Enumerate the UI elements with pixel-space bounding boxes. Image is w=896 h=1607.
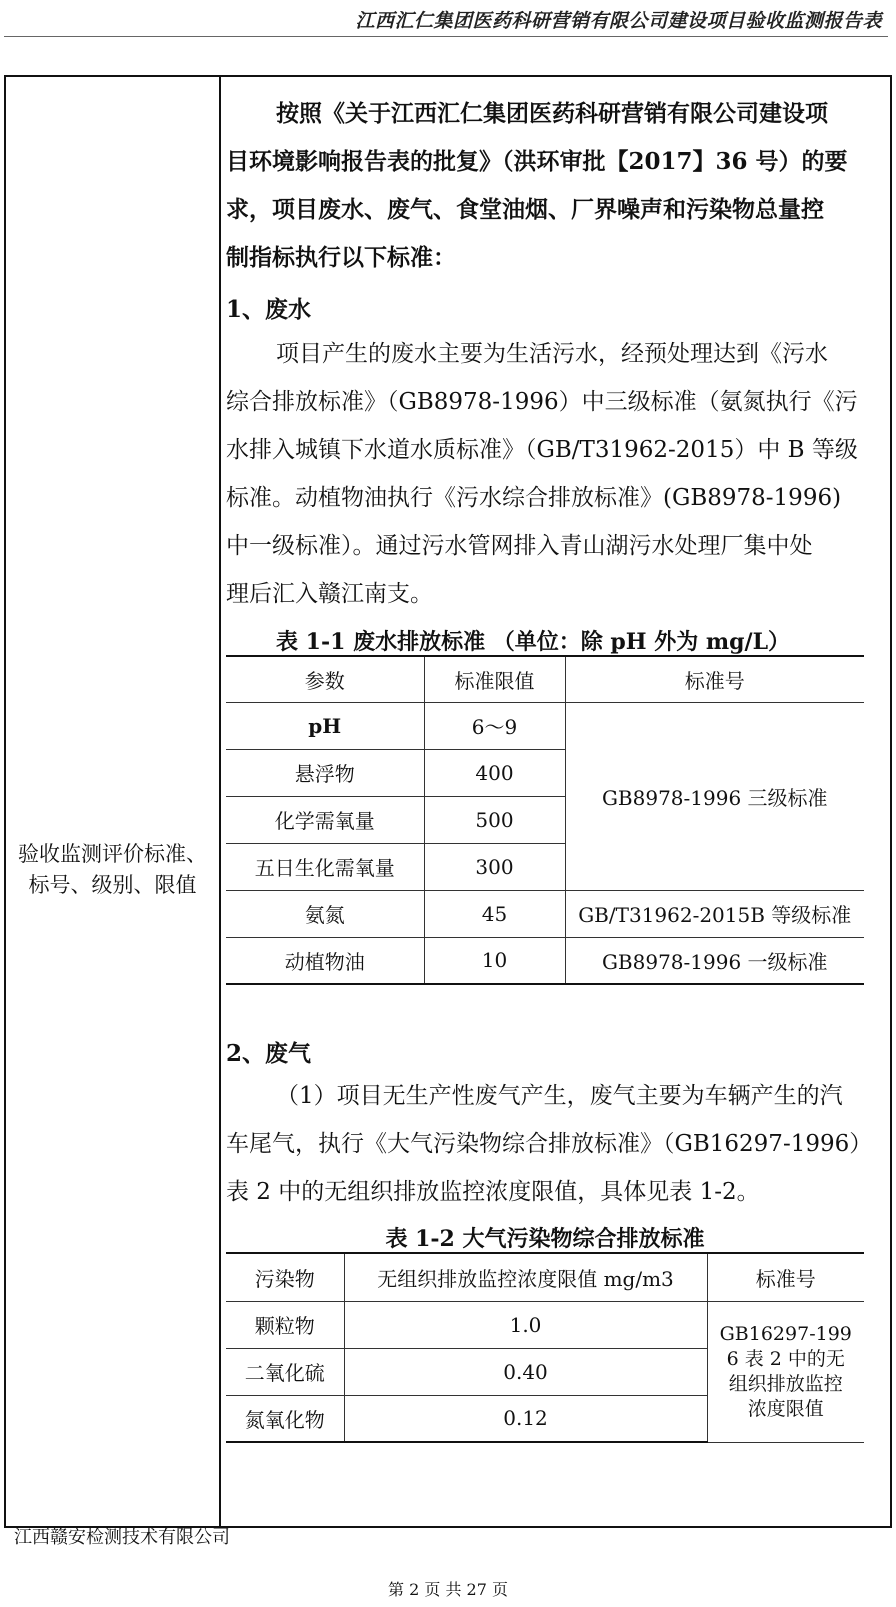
- table-row: [226, 702, 864, 749]
- section1-line: 综合排放标准》（GB8978-1996）中三级标准（氨氮执行《污: [226, 389, 858, 415]
- limit-cell: 0.12: [344, 1395, 707, 1442]
- left-label: [6, 839, 219, 901]
- param-cell: 动植物油: [226, 937, 424, 984]
- section2-line: 表 2 中的无组织排放监控浓度限值，具体见表 1-2。: [226, 1179, 760, 1205]
- section2-line: 车尾气，执行《大气污染物综合排放标准》（GB16297-1996）: [226, 1131, 873, 1157]
- pollutant-cell: 氮氧化物: [226, 1395, 344, 1442]
- table2-header-row: [226, 1253, 864, 1301]
- limit-cell: 0.40: [344, 1348, 707, 1395]
- limit-cell: 45: [424, 890, 565, 937]
- table2-header-cell: 污染物: [226, 1253, 344, 1301]
- report-frame: [4, 75, 892, 1528]
- section1-line: 理后汇入赣江南支。: [226, 581, 433, 607]
- limit-cell: 6～9: [424, 702, 565, 749]
- table-row: [226, 937, 864, 984]
- param-cell: 五日生化需氧量: [226, 843, 424, 890]
- section1-line: 项目产生的废水主要为生活污水，经预处理达到《污水: [276, 341, 828, 367]
- table1-header-cell: 参数: [226, 656, 424, 702]
- left-label-line1: 验收监测评价标准、: [18, 842, 207, 866]
- limit-cell: 400: [424, 749, 565, 796]
- merged-standard-cell: [707, 1301, 864, 1442]
- section1-line: 标准。动植物油执行《污水综合排放标准》(GB8978-1996): [226, 485, 842, 511]
- section1-heading: 1、废水: [226, 296, 312, 323]
- table2-header-cell: 无组织排放监控浓度限值 mg/m3: [344, 1253, 707, 1301]
- limit-cell: 1.0: [344, 1301, 707, 1348]
- table-row: [226, 890, 864, 937]
- standard-line: 6 表 2 中的无: [726, 1347, 845, 1370]
- table2: [226, 1252, 864, 1443]
- table2-header-cell: 标准号: [707, 1253, 864, 1301]
- table1-caption: 表 1-1 废水排放标准 （单位：除 pH 外为 mg/L）: [276, 629, 791, 655]
- param-cell: 氨氮: [226, 890, 424, 937]
- param-cell: 悬浮物: [226, 749, 424, 796]
- table1-header-cell: 标准限值: [424, 656, 565, 702]
- column-divider: [219, 77, 221, 1526]
- intro-line: 求，项目废水、废气、食堂油烟、厂界噪声和污染物总量控: [226, 196, 824, 223]
- pollutant-cell: 颗粒物: [226, 1301, 344, 1348]
- standard-cell: GB8978-1996 一级标准: [565, 937, 864, 984]
- header-title: 江西汇仁集团医药科研营销有限公司建设项目验收监测报告表: [355, 10, 882, 32]
- pollutant-cell: 二氧化硫: [226, 1348, 344, 1395]
- standard-line: GB16297-199: [719, 1322, 852, 1345]
- merged-standard-cell: GB8978-1996 三级标准: [565, 702, 864, 890]
- param-cell: 化学需氧量: [226, 796, 424, 843]
- table1: [226, 655, 864, 985]
- section1-paragraph: [226, 330, 876, 618]
- intro-line: 目环境影响报告表的批复》（洪环审批【2017】36 号）的要: [226, 148, 848, 175]
- table1-header-cell: 标准号: [565, 656, 864, 702]
- intro-line: 制指标执行以下标准：: [226, 244, 456, 271]
- limit-cell: 500: [424, 796, 565, 843]
- intro-paragraph: [226, 90, 876, 282]
- left-label-line2: 标号、级别、限值: [28, 873, 197, 897]
- section2-heading: 2、废气: [226, 1040, 312, 1067]
- limit-cell: 300: [424, 843, 565, 890]
- table1-header-row: [226, 656, 864, 702]
- section2-paragraph: [226, 1072, 876, 1216]
- footer-company: 江西赣安检测技术有限公司: [14, 1527, 230, 1548]
- standard-cell: GB/T31962-2015B 等级标准: [565, 890, 864, 937]
- param-cell: pH: [226, 702, 424, 749]
- intro-line: 按照《关于江西汇仁集团医药科研营销有限公司建设项: [276, 100, 828, 127]
- header-rule: [4, 36, 888, 37]
- section1-line: 中一级标准）。通过污水管网排入青山湖污水处理厂集中处: [226, 533, 813, 559]
- table2-caption: 表 1-2 大气污染物综合排放标准: [385, 1226, 705, 1252]
- limit-cell: 10: [424, 937, 565, 984]
- table-row: [226, 1301, 864, 1348]
- section2-line: （1）项目无生产性废气产生，废气主要为车辆产生的汽: [276, 1083, 843, 1109]
- section1-line: 水排入城镇下水道水质标准》（GB/T31962-2015）中 B 等级: [226, 437, 858, 463]
- standard-line: 浓度限值: [747, 1397, 824, 1420]
- standard-line: 组织排放监控: [728, 1372, 843, 1395]
- footer-page-number: 第 2 页 共 27 页: [388, 1580, 508, 1599]
